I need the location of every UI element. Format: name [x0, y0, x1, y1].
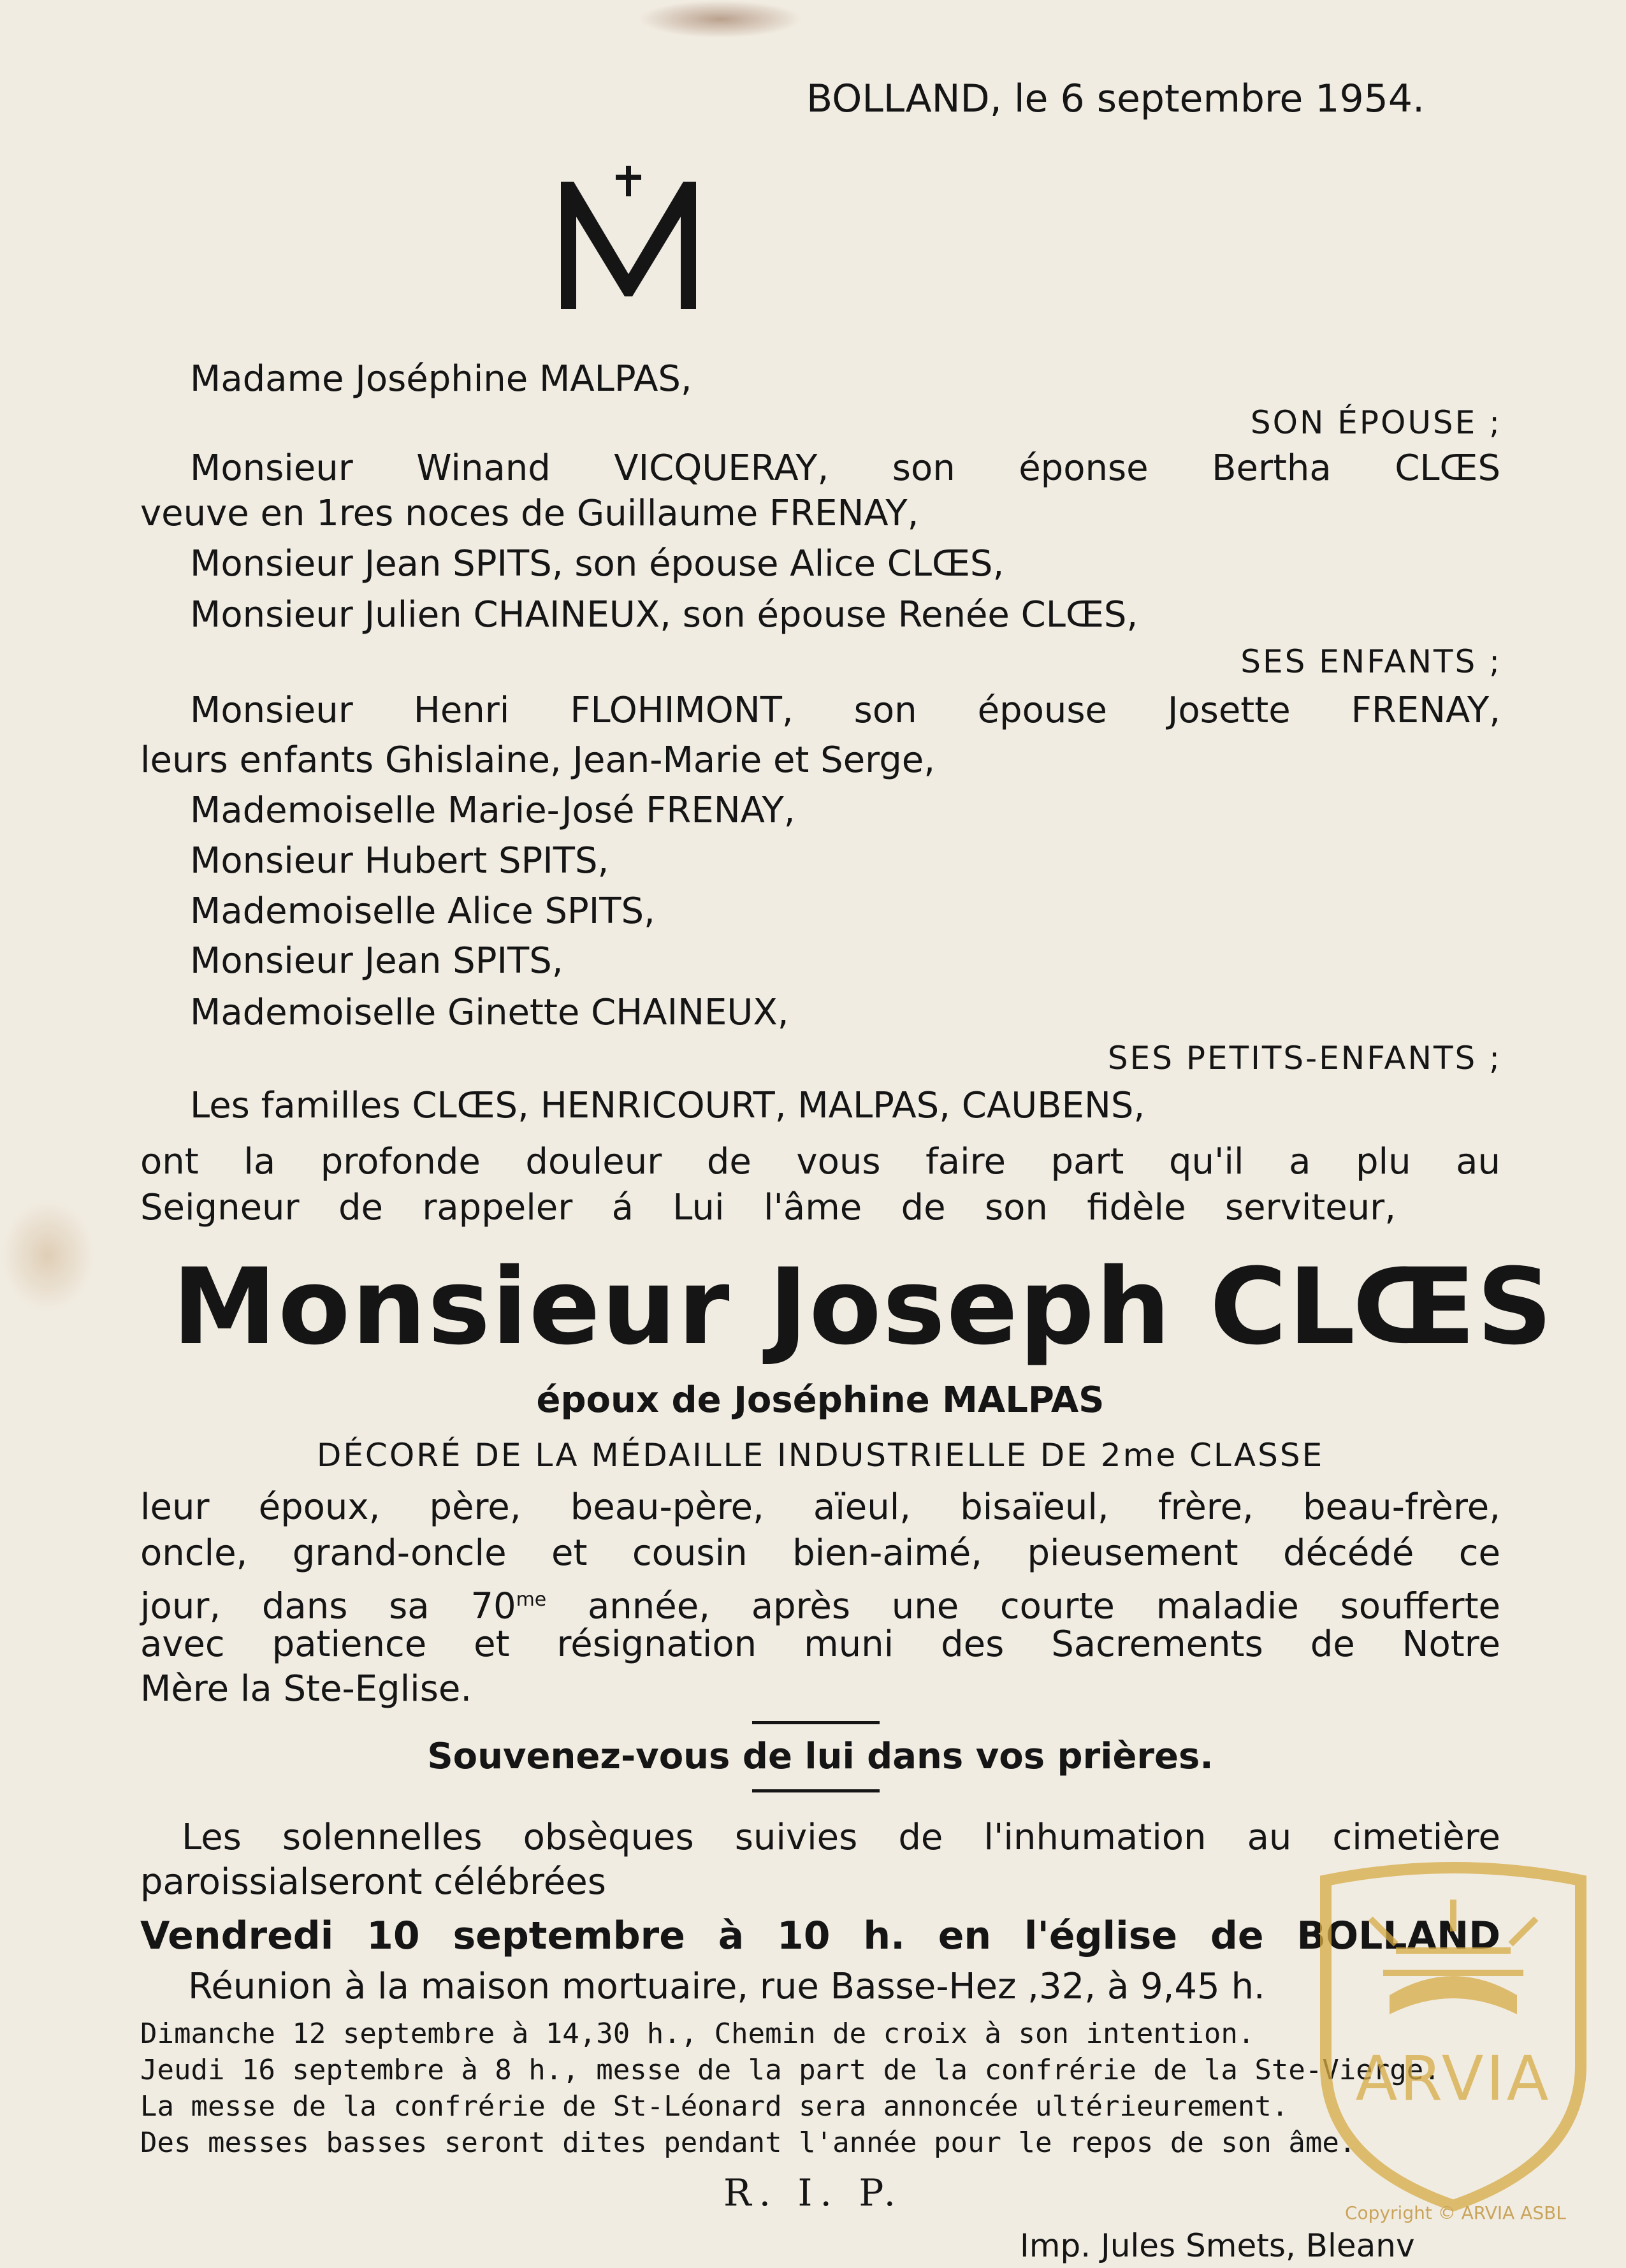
family-line: ont la profonde douleur de vous faire part qu'il a plu au — [140, 1141, 1500, 1182]
family-line: Mademoiselle Alice SPITS, — [190, 890, 655, 932]
family-line: Monsieur Jean SPITS, son épouse Alice CLŒS, — [190, 543, 1005, 585]
family-line: Les familles CLŒS, HENRICOURT, MALPAS, CAUBENS, — [190, 1085, 1145, 1126]
divider-bottom — [752, 1789, 880, 1792]
copyright-notice: Copyright © ARVIA ASBL — [1345, 2202, 1566, 2223]
funeral-line: La messe de la confrérie de St-Léonard sera annoncée ultérieurement. — [140, 2090, 1289, 2123]
family-line: Mademoiselle Marie-José FRENAY, — [190, 790, 795, 831]
family-line: veuve en 1res noces de Guillaume FRENAY, — [140, 493, 919, 534]
place-date: BOLLAND, le 6 septembre 1954. — [806, 76, 1425, 121]
relation-label: SES PETITS-ENFANTS ; — [1107, 1040, 1502, 1077]
funeral-line: Jeudi 16 septembre à 8 h., messe de la part de la confrérie de la Ste-Vierge. — [140, 2054, 1441, 2086]
family-line: Monsieur Julien CHAINEUX, son épouse Renée CLŒS, — [190, 594, 1138, 636]
body-line: Mère la Ste-Eglise. — [140, 1668, 472, 1710]
funeral-line: paroissialseront célébrées — [140, 1861, 606, 1903]
family-line: Monsieur Henri FLOHIMONT, son épouse Josette FRENAY, — [190, 690, 1500, 731]
family-line: Madame Joséphine MALPAS, — [190, 358, 692, 400]
paper-stain — [637, 0, 803, 38]
family-line: Seigneur de rappeler á Lui l'âme de son fidèle serviteur, — [140, 1187, 1396, 1228]
relation-label: SES ENFANTS ; — [1240, 643, 1502, 680]
family-line: Monsieur Winand VICQUERAY, son éponse Bertha CLŒS — [190, 447, 1500, 489]
arvia-logo-text: ARVIA — [1355, 2043, 1551, 2114]
family-line: Monsieur Jean SPITS, — [190, 940, 563, 982]
family-line: Mademoiselle Ginette CHAINEUX, — [190, 992, 789, 1033]
deceased-spouse: époux de Joséphine MALPAS — [536, 1379, 1105, 1421]
funeral-line: Réunion à la maison mortuaire, rue Basse-Hez ,32, à 9,45 h. — [188, 1966, 1265, 2007]
ordinal-suffix: me — [516, 1588, 547, 1611]
funeral-line: Des messes basses seront dites pendant l'année pour le repos de son âme. — [140, 2126, 1356, 2159]
deceased-name: Monsieur Joseph CLŒS — [172, 1246, 1554, 1368]
deceased-decoration: DÉCORÉ DE LA MÉDAILLE INDUSTRIELLE DE 2me CLASSE — [316, 1437, 1325, 1474]
funeral-line: Dimanche 12 septembre à 14,30 h., Chemin de croix à son intention. — [140, 2017, 1255, 2050]
body-line: avec patience et résignation muni des Sacrements de Notre — [140, 1624, 1500, 1665]
paper-stain — [0, 1198, 96, 1313]
arvia-watermark-logo — [1307, 1861, 1600, 2218]
body-line: jour, dans sa $70^{me}$ année, après une courte maladie soufferte — [140, 1585, 1500, 1627]
rip-line: R. I. P. — [723, 2171, 904, 2214]
divider-top — [752, 1721, 880, 1724]
relation-label: SON ÉPOUSE ; — [1250, 404, 1502, 441]
family-line: Monsieur Hubert SPITS, — [190, 840, 609, 882]
funeral-line: Les solennelles obsèques suivies de l'inhumation au cimetière — [182, 1817, 1500, 1858]
family-line: leurs enfants Ghislaine, Jean-Marie et Serge, — [140, 739, 936, 781]
body-line: oncle, grand-oncle et cousin bien-aimé, pieusement décédé ce — [140, 1532, 1500, 1574]
body-line: leur époux, père, beau-père, aïeul, bisaïeul, frère, beau-frère, — [140, 1487, 1500, 1528]
printer-line: Imp. Jules Smets, Bleanv — [1020, 2227, 1415, 2264]
prayer-line: Souvenez-vous de lui dans vos prières. — [427, 1736, 1214, 1777]
funeral-date-line: Vendredi 10 septembre à 10 h. en l'église de BOLLAND — [140, 1914, 1500, 1958]
cross-monogram-icon — [555, 166, 701, 312]
